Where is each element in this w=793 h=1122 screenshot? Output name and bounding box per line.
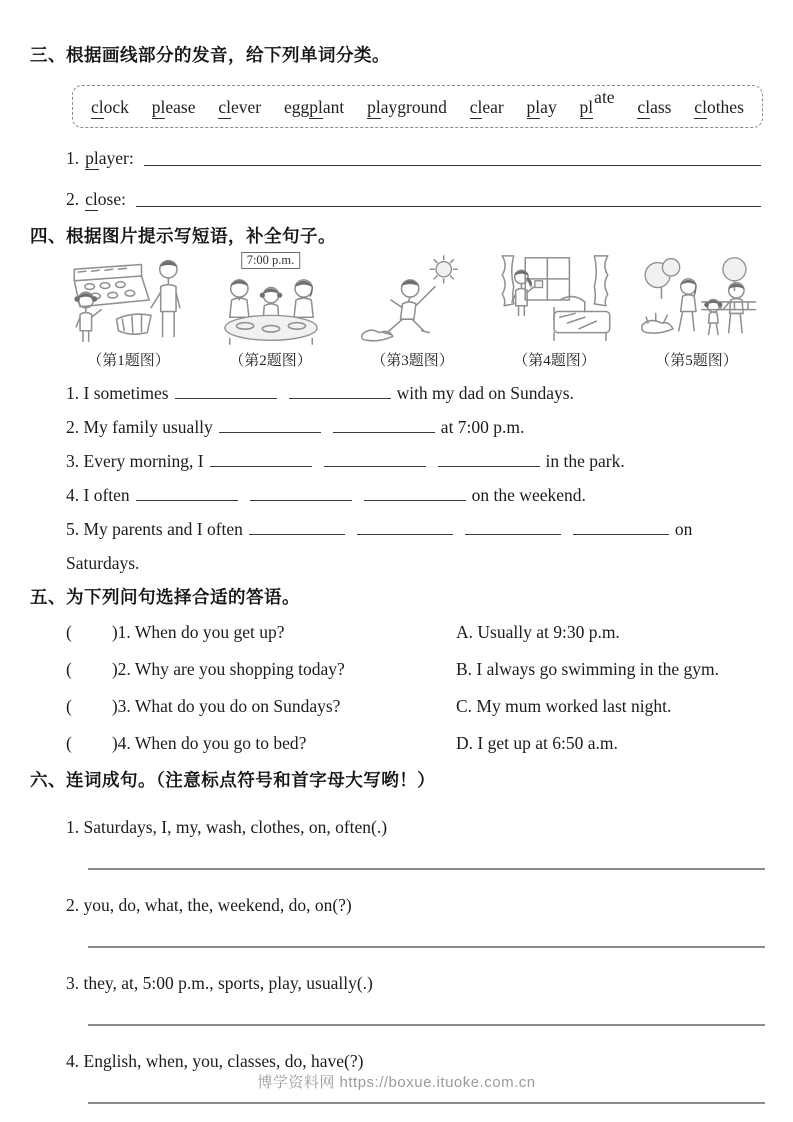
word-item: playground <box>367 97 447 117</box>
sentence-number: 5. <box>66 519 80 539</box>
sentence-number: 1. <box>66 383 80 403</box>
figure-caption: （第3题图） <box>371 353 454 369</box>
match-answer: A. Usually at 9:30 p.m. <box>456 622 620 642</box>
figure-q4 <box>488 252 621 370</box>
section3-title: 三、根据画线部分的发音，给下列单词分类。 <box>30 45 390 65</box>
figure-q1 <box>62 252 195 370</box>
item-number: 2. <box>66 189 80 209</box>
watermark: 博学资料网 https://boxue.ituoke.com.cn <box>257 1074 536 1091</box>
underlined-part: pl <box>309 97 323 117</box>
underlined-part: cl <box>694 97 707 117</box>
answer-blank[interactable] <box>364 485 466 501</box>
shopping-with-dad-illustration <box>64 252 194 348</box>
rearrange-prompt: 1. Saturdays, I, my, wash, clothes, on, often(.) <box>66 817 388 837</box>
rearrange-prompt: 3. they, at, 5:00 p.m., sports, play, usually(.) <box>66 973 373 993</box>
answer-write-line[interactable] <box>136 206 761 207</box>
match-answer: C. My mum worked last night. <box>456 696 672 716</box>
underlined-part: cl <box>91 97 104 117</box>
fill-sentence: 5. My parents and I often on <box>66 519 693 539</box>
underlined-part: pl <box>526 97 541 117</box>
answer-blank[interactable] <box>210 451 312 467</box>
answer-blank[interactable] <box>573 519 669 535</box>
match-list <box>66 621 763 754</box>
figure-caption: （第2题图） <box>229 353 312 369</box>
answer-write-line[interactable] <box>88 1024 765 1026</box>
raised-letters: ate <box>594 87 615 108</box>
section6-title: 六、连词成句。（注意标点符号和首字母大写哟！） <box>30 770 436 790</box>
word-item: please <box>151 97 196 117</box>
answer-write-line[interactable] <box>88 1102 765 1104</box>
underlined-part: pl <box>579 97 594 117</box>
figure-caption: （第1题图） <box>87 353 170 369</box>
answer-write-line[interactable] <box>144 165 761 166</box>
answer-blank[interactable] <box>438 451 540 467</box>
match-question: ( )1. When do you get up? <box>66 622 285 642</box>
figure-q2 <box>204 252 337 370</box>
match-answer: D. I get up at 6:50 a.m. <box>456 733 618 753</box>
word-item <box>579 87 615 118</box>
item-number: 1. <box>66 148 80 168</box>
match-row <box>66 732 763 754</box>
underlined-part: pl <box>85 148 99 168</box>
answer-blank[interactable] <box>175 383 277 399</box>
classify-word <box>85 148 134 169</box>
match-question: ( )4. When do you go to bed? <box>66 733 307 753</box>
sentence-number: 2. <box>66 417 80 437</box>
rearrange-prompt: 4. English, when, you, classes, do, have(?) <box>66 1051 364 1071</box>
match-row <box>66 621 763 643</box>
word-rest: ayer: <box>98 148 134 168</box>
figure-row <box>62 252 763 370</box>
section4-title: 四、根据图片提示写短语，补全句子。 <box>30 226 336 246</box>
classify-item-player <box>66 148 763 169</box>
word-item: clear <box>469 97 504 117</box>
answer-blank[interactable] <box>324 451 426 467</box>
underlined-part: cl <box>218 97 231 117</box>
underlined-part: cl <box>469 97 483 117</box>
match-question: ( )2. Why are you shopping today? <box>66 659 345 679</box>
answer-blank[interactable] <box>136 485 238 501</box>
fill-sentence: 4. I often on the weekend. <box>66 485 586 505</box>
word-rest: ose: <box>97 189 126 209</box>
family-walk-park-illustration <box>632 252 762 348</box>
answer-blank[interactable] <box>333 417 435 433</box>
word-box <box>72 85 763 128</box>
morning-exercise-illustration <box>348 252 478 348</box>
clean-room-illustration <box>490 252 620 348</box>
rearrange-prompt: 2. you, do, what, the, weekend, do, on(?) <box>66 895 352 915</box>
answer-write-line[interactable] <box>88 946 765 948</box>
sentence-number: 4. <box>66 485 80 505</box>
match-answer: B. I always go swimming in the gym. <box>456 659 719 679</box>
classify-item-close <box>66 189 763 210</box>
underlined-part: cl <box>637 97 651 117</box>
word-item: class <box>637 97 672 117</box>
answer-blank[interactable] <box>250 485 352 501</box>
answer-blank[interactable] <box>465 519 561 535</box>
sentence-number: 3. <box>66 451 80 471</box>
underlined-part: pl <box>151 97 166 117</box>
classify-word <box>85 189 126 210</box>
match-question: ( )3. What do you do on Sundays? <box>66 696 341 716</box>
fill-sentence: 2. My family usually at 7:00 p.m. <box>66 417 525 437</box>
answer-blank[interactable] <box>249 519 345 535</box>
word-item: eggplant <box>283 97 345 117</box>
figure-caption: （第4题图） <box>513 353 596 369</box>
sentence-list <box>66 382 763 574</box>
word-item: clock <box>91 97 129 117</box>
fill-sentence: 1. I sometimes with my dad on Sundays. <box>66 383 574 403</box>
answer-blank[interactable] <box>357 519 453 535</box>
underlined-part: pl <box>367 97 381 117</box>
answer-blank[interactable] <box>219 417 321 433</box>
figure-q3 <box>346 252 479 370</box>
answer-write-line[interactable] <box>88 868 765 870</box>
time-label: 7:00 p.m. <box>241 252 301 269</box>
figure-caption: （第5题图） <box>655 353 738 369</box>
word-item: play <box>526 97 557 117</box>
match-row <box>66 658 763 680</box>
underlined-part: cl <box>85 189 98 209</box>
match-row <box>66 695 763 717</box>
answer-blank[interactable] <box>289 383 391 399</box>
fill-sentence: 3. Every morning, I in the park. <box>66 451 625 471</box>
rearrange-list <box>30 816 763 1104</box>
word-item: clothes <box>694 97 744 117</box>
section5-title: 五、为下列问句选择合适的答语。 <box>30 587 300 607</box>
word-item: clever <box>218 97 262 117</box>
sentence-continuation: Saturdays. <box>66 553 140 573</box>
figure-q5 <box>630 252 763 370</box>
